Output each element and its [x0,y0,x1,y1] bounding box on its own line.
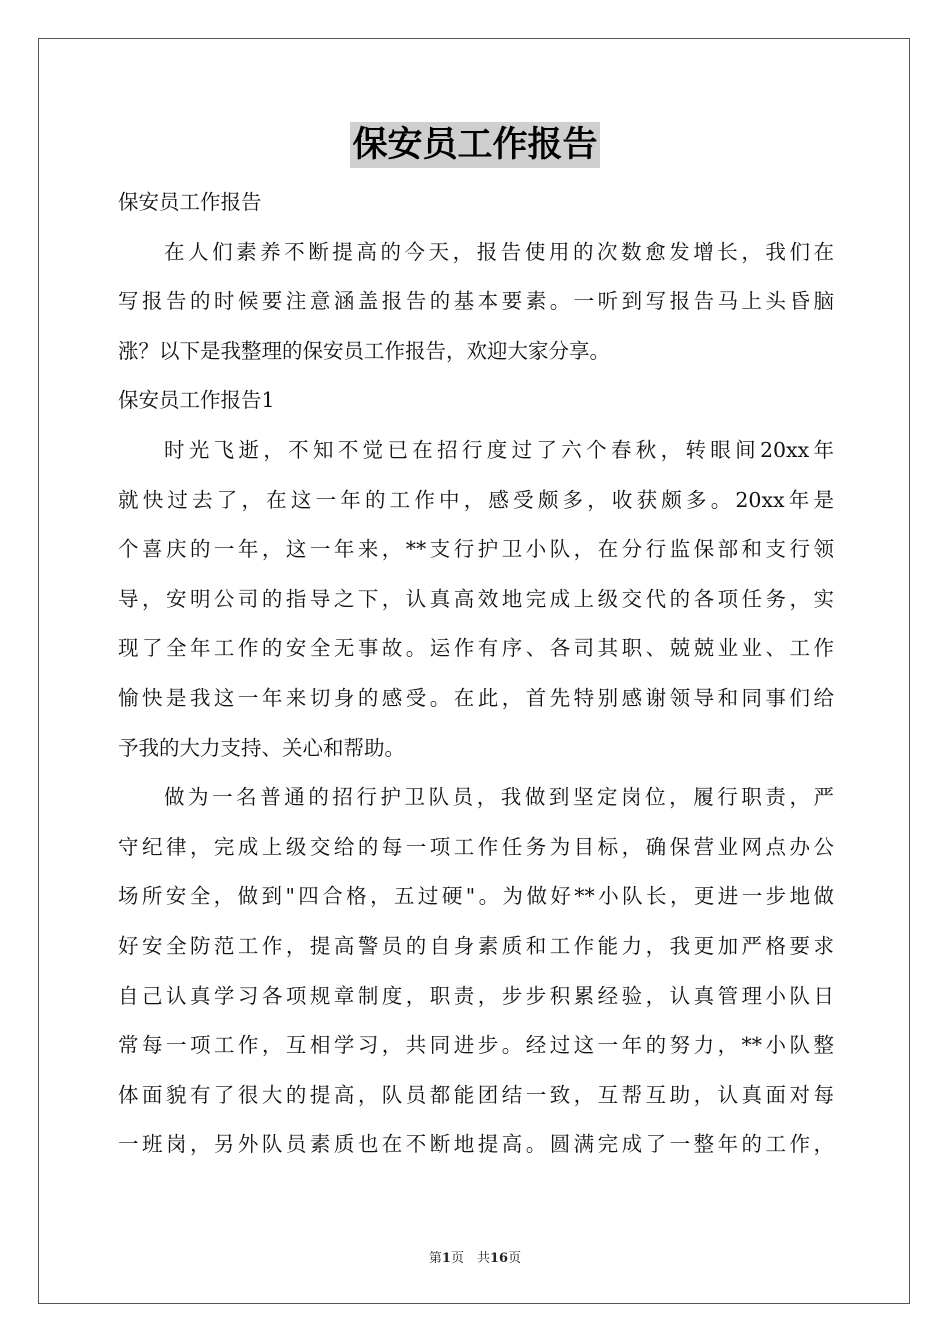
text-line: 好安全防范工作，提高警员的自身素质和工作能力，我更加严格要求 [118,933,834,958]
page-footer [0,1247,950,1266]
footer-page-suffix: 页 [508,1251,522,1266]
text-line: 就快过去了，在这一年的工作中，感受颇多，收获颇多。20xx年是 [118,487,834,512]
text-line: 守纪律，完成上级交给的每一项工作任务为目标，确保营业网点办公 [118,834,834,859]
text-line: 在人们素养不断提高的今天，报告使用的次数愈发增长，我们在 [164,239,834,264]
text-line: 个喜庆的一年，这一年来，**支行护卫小队，在分行监保部和支行领 [118,537,834,562]
text-line: 场所安全，做到"四合格，五过硬"。为做好**小队长，更进一步地做 [118,884,834,909]
text-line: 涨？以下是我整理的保安员工作报告，欢迎大家分享。 [118,338,610,363]
footer-page-prefix: 第 [428,1251,442,1266]
footer-page-total: 16 [489,1251,509,1266]
text-line: 自己认真学习各项规章制度，职责，步步积累经验，认真管理小队日 [118,983,834,1008]
footer-page-mid: 页 共 [450,1251,490,1266]
text-line: 做为一名普通的招行护卫队员，我做到坚定岗位，履行职责，严 [164,785,834,810]
document-body [118,178,834,1170]
text-line: 导，安明公司的指导之下，认真高效地完成上级交代的各项任务，实 [118,586,834,611]
title-container [0,122,950,168]
text-line: 予我的大力支持、关心和帮助。 [118,735,405,760]
text-line: 现了全年工作的安全无事故。运作有序、各司其职、兢兢业业、工作 [118,636,834,661]
text-line: 保安员工作报告 [118,190,262,214]
text-line: 保安员工作报告1 [118,388,275,413]
text-line: 写报告的时候要注意涵盖报告的基本要素。一听到写报告马上头昏脑 [118,289,834,314]
text-line: 一班岗，另外队员素质也在不断地提高。圆满完成了一整年的工作， [118,1132,834,1157]
text-line: 体面貌有了很大的提高，队员都能团结一致，互帮互助，认真面对每 [118,1082,834,1107]
document-title: 保安员工作报告 [350,122,599,168]
text-line: 愉快是我这一年来切身的感受。在此，首先特别感谢领导和同事们给 [118,685,834,710]
text-line: 时光飞逝，不知不觉已在招行度过了六个春秋，转眼间20xx年 [164,437,834,462]
footer-page-current: 1 [441,1251,451,1266]
text-line: 常每一项工作，互相学习，共同进步。经过这一年的努力，**小队整 [118,1033,834,1058]
